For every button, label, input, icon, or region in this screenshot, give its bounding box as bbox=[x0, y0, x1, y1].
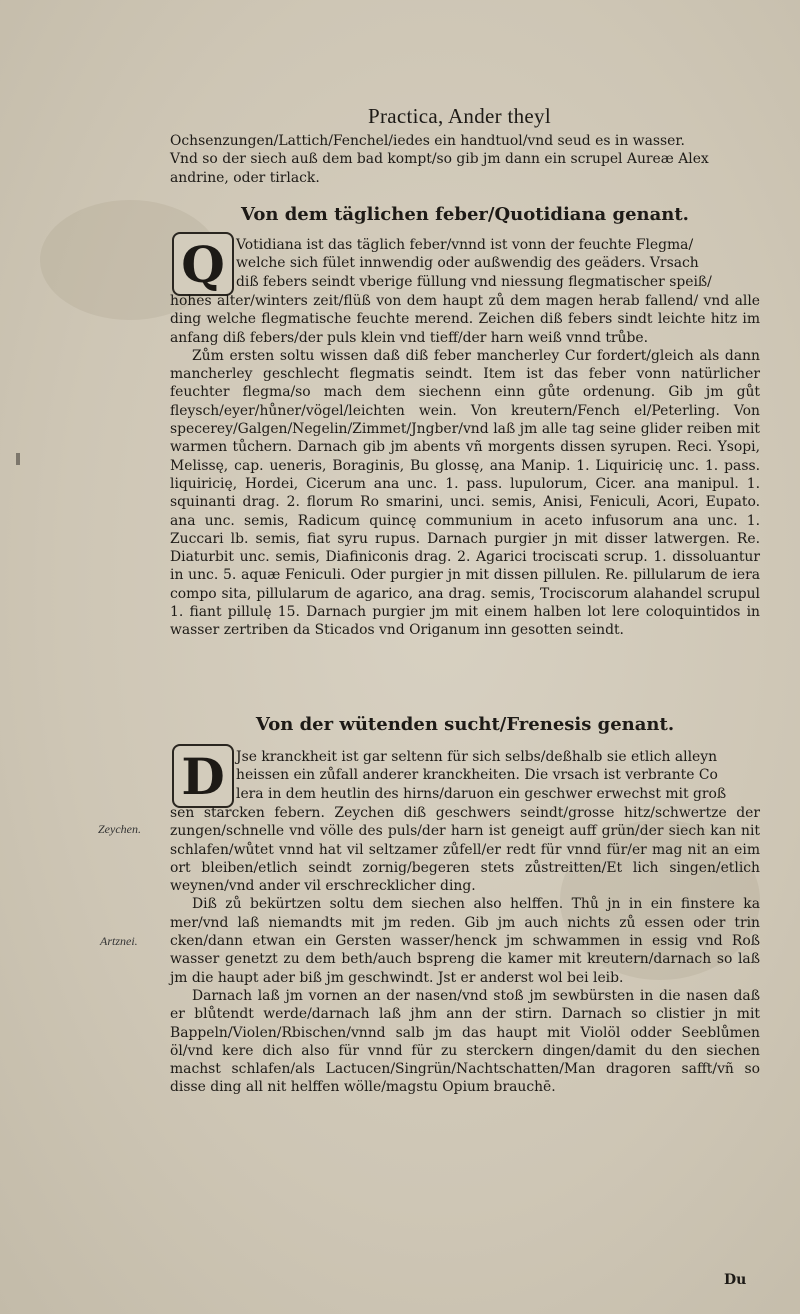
dropcap-initial: D bbox=[172, 744, 234, 808]
text-line: Vnd so der siech auß dem bad kompt/so gib jm dann ein scrupel Aureæ Alex bbox=[170, 151, 709, 168]
section-heading: Von dem täglichen feber/Quotidiana genant. bbox=[241, 204, 689, 225]
text-line: heissen ein zůfall anderer kranckheiten. Die vrsach ist verbrante Co bbox=[236, 767, 718, 784]
paragraph: hohes alter/winters zeit/flüß von dem haupt zů dem magen herab fallend/ vnd alle ding welche flegmatische feuchte merend. Zeichen diß febers sindt leichte hitz im anfang diß febers/der puls klein vnd tieff/der harn weiß vnnd trůbe. bbox=[170, 293, 760, 346]
section-body bbox=[170, 292, 760, 640]
section-heading: Von der wütenden sucht/Frenesis genant. bbox=[255, 714, 675, 735]
text-line: Ochsenzungen/Lattich/Fenchel/iedes ein handtuol/vnd seud es in wasser. bbox=[170, 133, 685, 149]
text-line: welche sich fület innwendig oder außwendig des geäders. Vrsach bbox=[236, 255, 699, 272]
paragraph: Zům ersten soltu wissen daß diß feber mancherley Cur fordert/gleich als dann mancherley geschlecht flegmatis seindt. Item ist das feber vonn natürlicher feuchter flegma/so mach dem siechenn einn gůte ordenung. Gib jm gůt fleysch/eyer/hůner/vögel/leichten wein. Von kreutern/Fench el/Peterling. Von specerey/Galgen/Negelin/Zimmet/Jngber/vnd laß jm alle tag seine glider reiben mit warmen tůchern. Darnach gib jm abents vñ morgents dissen syrupen. Reci. Ysopi, Melissę, cap. ueneris, Boraginis, Bu glossę, ana Manip. 1. Liquiricię unc. 1. pass. liquiricię, Hordei, Cicerum ana unc. 1. pass. lupulorum, Cicer. ana manipul. 1. squinanti drag. 2. florum Ro smarini, unci. semis, Anisi, Feniculi, Acori, Eupato. ana unc. semis, Radicum quincę communium in aceto infusorum ana unc. 1. Zuccari lb. semis, fiat syru rupus. Darnach purgier jn mit disser latwergen. Re. Diaturbit unc. semis, Diafiniconis drag. 2. Agarici trociscati scrup. 1. dissoluantur in unc. 5. aquæ Feniculi. Oder purgier jn mit dissen pillulen. Re. pillularum de iera compo sita, pillularum de agarico, ana drag. semis, Trociscorum alahandel scrupul 1. fiant pillulę 15. Darnach purgier jm mit einem halben lot lere coloquintidos in wasser zertriben da Sticados vnd Origanum inn gesotten seindt. bbox=[170, 347, 760, 639]
catchword: Du bbox=[724, 1272, 747, 1288]
section-body bbox=[170, 804, 760, 1097]
intro-paragraph bbox=[170, 132, 760, 187]
text-line: diß febers seindt vberige füllung vnd niessung flegmatischer speiß/ bbox=[236, 273, 712, 290]
dropcap-initial: Q bbox=[172, 232, 234, 296]
text-line: andrine, oder tirlack. bbox=[170, 169, 320, 186]
paragraph: sen starcken febern. Zeychen diß geschwers seindt/grosse hitz/schwertze der zungen/schnelle vnd völle des puls/der harn ist geneigt auff grün/der siech kan nit schlafen/wůtet vnnd hat vil seltzamer zůfell/er redt für vnnd für/er mag nit an eim ort bleiben/etlich seindt zornig/begeren stets zůstreitten/Et lich singen/etlich weynen/vnd ander vil erschrecklicher ding. bbox=[170, 805, 760, 895]
dropcap-lines bbox=[236, 236, 760, 291]
running-header: Practica, Ander theyl bbox=[368, 104, 551, 128]
paragraph: Diß zů bekürtzen soltu dem siechen also helffen. Thů jn in ein finstere ka mer/vnd laß niemandts mit jm reden. Gib jm auch nichts zů essen oder trin cken/dann etwan ein Gersten wasser/henck jm schwammen in essig vnd Roß wasser genetzt zu dem beth/auch bspreng die kamer mit kreutern/darnach so laß jm die haupt ader biß jm geschwindt. Jst er anderst wol bei leib. bbox=[170, 896, 760, 986]
margin-note: Artznei. bbox=[100, 934, 138, 948]
text-line: Votidiana ist das täglich feber/vnnd ist vonn der feuchte Flegma/ bbox=[236, 237, 694, 253]
margin-note: Zeychen. bbox=[98, 822, 141, 836]
text-line: Jse kranckheit ist gar seltenn für sich selbs/deßhalb sie etlich alleyn bbox=[236, 749, 718, 765]
paragraph: Darnach laß jm vornen an der nasen/vnd stoß jm sewbürsten in die nasen daß er blůtendt werde/darnach laß jhm ann der stirn. Darnach so clistier jn mit Bappeln/Violen/Rbischen/vnnd salb jm das haupt mit Violöl odder Seeblůmen öl/vnd kere dich also für vnnd für zu sterckern dingen/damit du den siechen machst schlafen/als Lactucen/Singrün/Nachtschatten/Man dragoren safft/vñ so disse ding all nit helffen wölle/magstu Opium brauchē. bbox=[170, 987, 760, 1096]
bleed-mark bbox=[16, 453, 20, 465]
text-line: lera in dem heutlin des hirns/daruon ein geschwer erwechst mit groß bbox=[236, 785, 727, 802]
dropcap-lines bbox=[236, 748, 760, 803]
